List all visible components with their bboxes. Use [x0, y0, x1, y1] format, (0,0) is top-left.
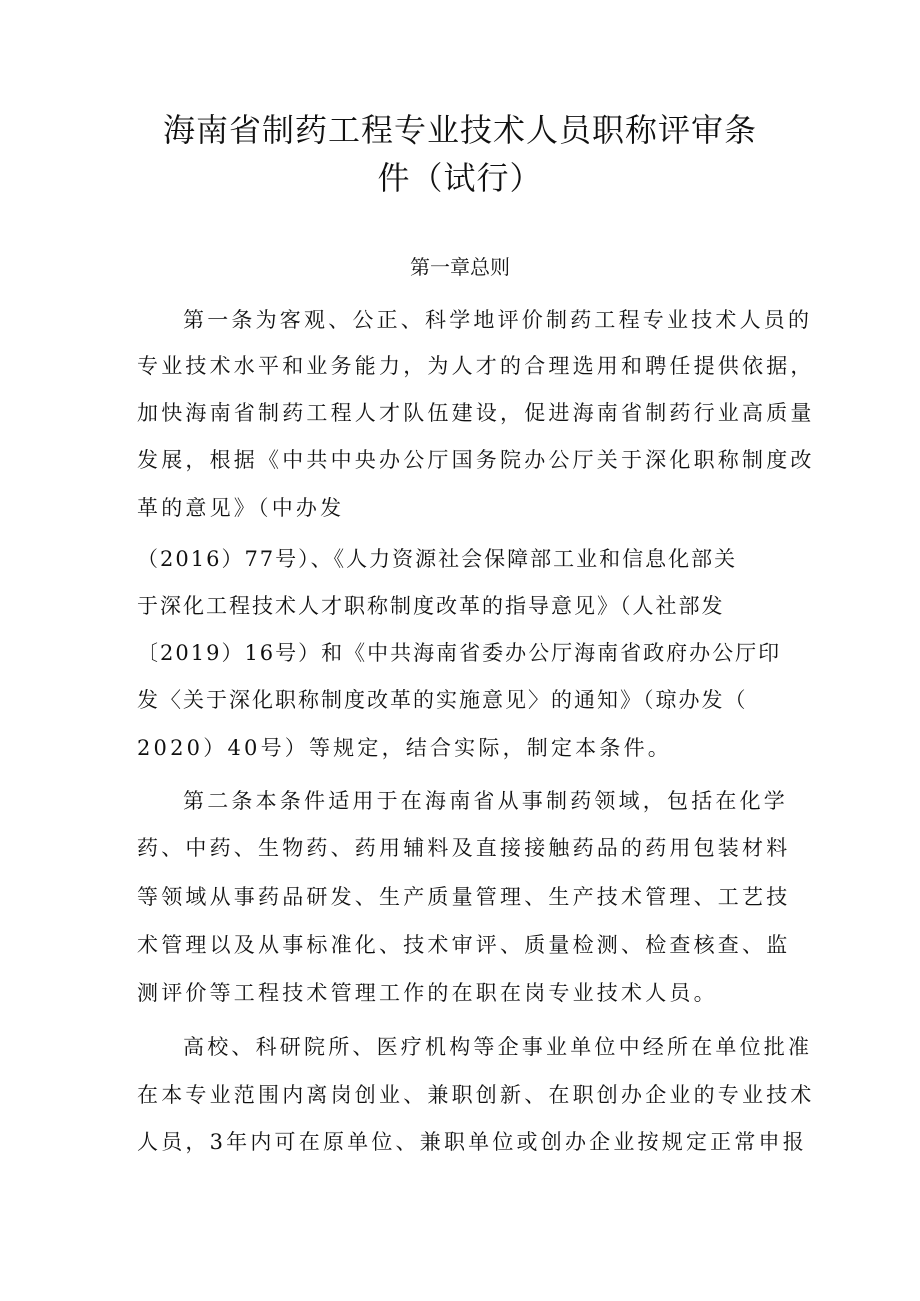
paragraph-line: 测评价等工程技术管理工作的在职在岗专业技术人员。 [137, 981, 718, 1005]
paragraph-line: 发展，根据《中共中央办公厅国务院办公厅关于深化职称制度改 [137, 448, 815, 472]
paragraph-line: 等领域从事药品研发、生产质量管理、生产技术管理、工艺技 [137, 885, 791, 909]
paragraph-line: 加快海南省制药工程人才队伍建设，促进海南省制药行业高质量 [137, 401, 815, 425]
paragraph-line: （2016）77号）、《人力资源社会保障部工业和信息化部关 [137, 547, 738, 571]
chapter-heading: 第一章总则 [410, 255, 510, 279]
paragraph-line: 药、中药、生物药、药用辅料及直接接触药品的药用包装材料 [137, 836, 791, 860]
paragraph-line: 于深化工程技术人才职称制度改革的指导意见》（人社部发 [137, 594, 725, 618]
document-title-line-2: 件（试行） [377, 159, 543, 197]
paragraph-line: 高校、科研院所、医疗机构等企事业单位中经所在单位批准 [183, 1035, 813, 1059]
paragraph-line: 专业技术水平和业务能力，为人才的合理选用和聘任提供依据， [137, 354, 815, 378]
paragraph-line: 在本专业范围内离岗创业、兼职创新、在职创办企业的专业技术 [137, 1083, 815, 1107]
paragraph-line: 〔2019）16号）和《中共海南省委办公厅海南省政府办公厅印 [137, 641, 782, 665]
paragraph-line: 革的意见》（中办发 [137, 496, 345, 520]
document-title-line-1: 海南省制药工程专业技术人员职称评审条 [162, 111, 757, 149]
paragraph-line: 人员，3年内可在原单位、兼职单位或创办企业按规定正常申报 [137, 1130, 807, 1154]
paragraph-line: 2020）40号）等规定，结合实际，制定本条件。 [137, 736, 672, 760]
paragraph-line: 第二条本条件适用于在海南省从事制药领域，包括在化学 [183, 789, 788, 813]
paragraph-line: 发〈关于深化职称制度改革的实施意见〉的通知》（琼办发（ [137, 688, 748, 712]
paragraph-line: 第一条为客观、公正、科学地评价制药工程专业技术人员的 [183, 308, 813, 332]
paragraph-line: 术管理以及从事标准化、技术审评、质量检测、检查核查、监 [137, 933, 791, 957]
